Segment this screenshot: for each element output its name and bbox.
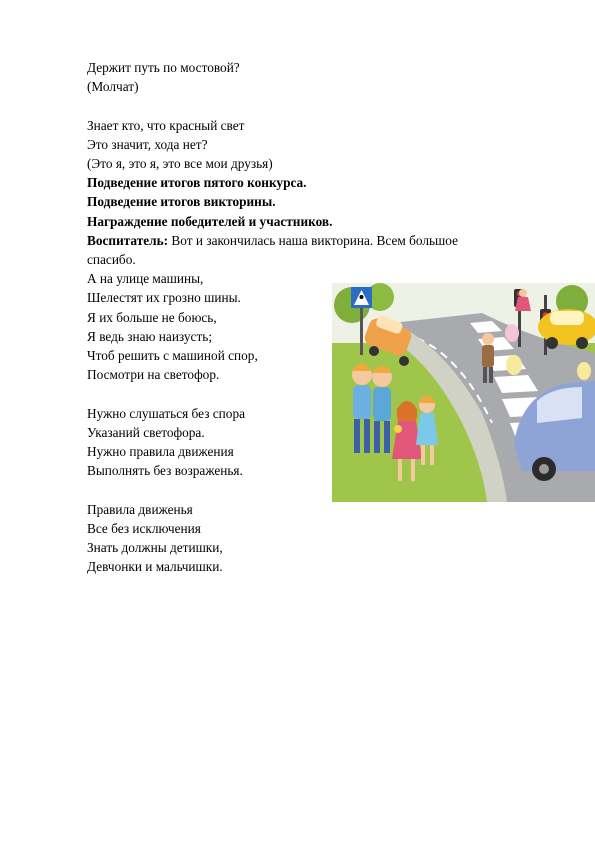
poem-line: Я их больше не боюсь,: [87, 309, 217, 325]
poem-line: Нужно правила движения: [87, 444, 234, 460]
poem-line: Выполнять без возраженья.: [87, 463, 243, 479]
line-5: Это значит, хода нет?: [87, 136, 208, 152]
educator-label: Воспитатель:: [87, 232, 169, 248]
poem-line: Шелестят их грозно шины.: [87, 290, 241, 306]
educator-paragraph: [87, 231, 507, 269]
poem-line: А на улице машины,: [87, 271, 204, 287]
poem-line: Девчонки и мальчишки.: [87, 559, 223, 575]
line-2: (Молчат): [87, 79, 139, 95]
poem-line: Указаний светофора.: [87, 424, 205, 440]
yellow-car: [538, 309, 595, 349]
heading-contest-results: Подведение итогов пятого конкурса.: [87, 175, 307, 191]
blank-line: [87, 96, 507, 115]
heading-awards: Награждение победителей и участников.: [87, 213, 333, 229]
street-crossing-illustration: [332, 283, 595, 502]
poem-line: Чтоб решить с машиной спор,: [87, 348, 258, 364]
poem-line: Все без исключения: [87, 520, 201, 536]
poem-line: Правила движенья: [87, 501, 193, 517]
line-6: (Это я, это я, это все мои друзья): [87, 156, 273, 171]
poem-line: Посмотри на светофор.: [87, 367, 220, 383]
educator-text: Вот и закончилась наша викторина. Всем большое спасибо.: [87, 232, 459, 268]
heading-quiz-results: Подведение итогов викторины.: [87, 194, 276, 210]
line-1: Держит путь по мостовой?: [87, 60, 240, 75]
line-4: Знает кто, что красный свет: [87, 117, 245, 133]
street-scene-svg: [332, 283, 595, 502]
poem-line: Я ведь знаю наизусть;: [87, 328, 213, 344]
poem-line: Нужно слушаться без спора: [87, 405, 245, 421]
poem-line: Знать должны детишки,: [87, 540, 223, 556]
